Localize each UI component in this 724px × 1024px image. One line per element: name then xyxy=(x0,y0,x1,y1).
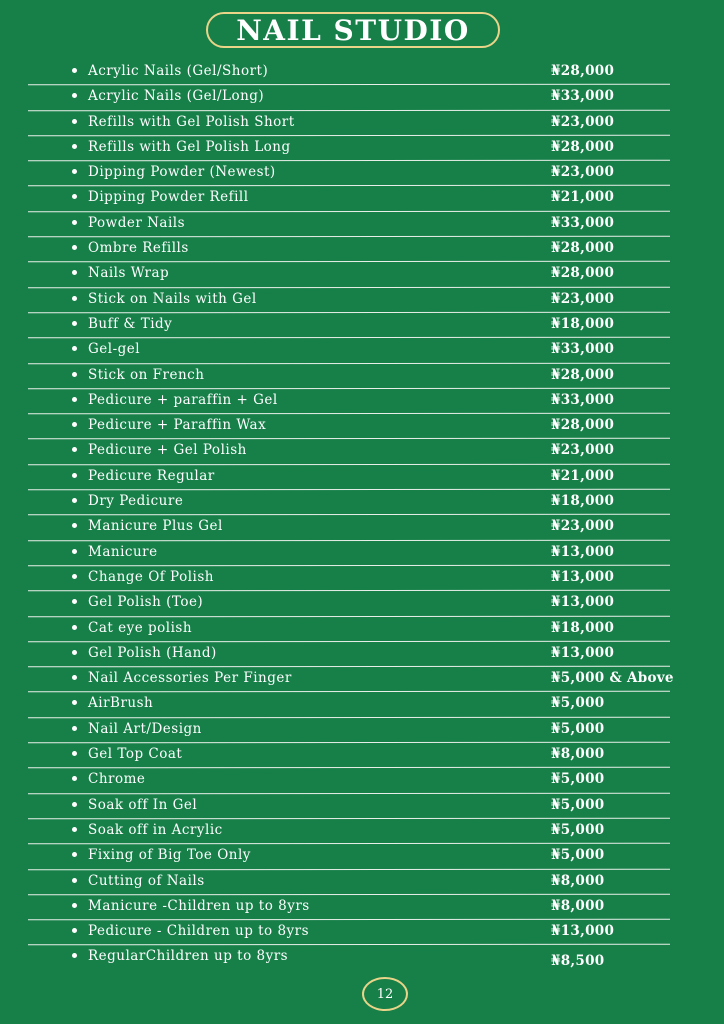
list-item xyxy=(0,667,724,692)
service-price: ₦23,000 xyxy=(551,290,615,307)
service-price: ₦28,000 xyxy=(551,265,615,282)
service-price: ₦23,000 xyxy=(551,442,615,459)
service-price: ₦5,000 xyxy=(551,720,605,737)
bullet-icon xyxy=(72,700,77,705)
bullet-icon xyxy=(72,726,77,731)
service-price: ₦23,000 xyxy=(551,164,615,181)
service-name: Soak off in Acrylic xyxy=(88,821,223,838)
service-name: Manicure xyxy=(88,543,158,560)
list-item xyxy=(0,262,724,287)
service-price: ₦18,000 xyxy=(551,493,615,510)
service-name: Pedicure Regular xyxy=(88,467,215,484)
bullet-icon xyxy=(72,878,77,883)
service-name: Powder Nails xyxy=(88,214,186,231)
service-price: ₦5,000 xyxy=(551,847,605,864)
list-item xyxy=(0,642,724,667)
service-name: Acrylic Nails (Gel/Short) xyxy=(88,63,269,79)
list-item xyxy=(0,313,724,338)
bullet-icon xyxy=(72,321,77,326)
bullet-icon xyxy=(72,245,77,250)
service-price: ₦5,000 xyxy=(551,771,605,788)
bullet-icon xyxy=(72,599,77,604)
list-item xyxy=(0,920,724,945)
service-name: Buff & Tidy xyxy=(88,315,173,332)
service-name: Gel Top Coat xyxy=(88,746,183,763)
service-price: ₦21,000 xyxy=(551,467,615,484)
service-price: ₦8,000 xyxy=(551,746,605,763)
service-price: ₦8,000 xyxy=(551,872,605,889)
bullet-icon xyxy=(72,220,77,225)
list-item xyxy=(0,870,724,895)
service-name: Gel Polish (Hand) xyxy=(88,644,217,661)
list-item xyxy=(0,692,724,717)
list-item xyxy=(0,768,724,793)
bullet-icon xyxy=(72,650,77,655)
service-name: AirBrush xyxy=(88,695,154,712)
bullet-icon xyxy=(72,574,77,579)
bullet-icon xyxy=(72,93,77,98)
bullet-icon xyxy=(72,473,77,478)
service-name: Pedicure + paraffin + Gel xyxy=(88,391,278,408)
bullet-icon xyxy=(72,625,77,630)
bullet-icon xyxy=(72,802,77,807)
service-name: Chrome xyxy=(88,771,146,788)
bullet-icon xyxy=(72,144,77,149)
list-item xyxy=(0,111,724,136)
service-price: ₦5,000 xyxy=(551,796,605,813)
service-name: Manicure -Children up to 8yrs xyxy=(88,897,310,914)
bullet-icon xyxy=(72,675,77,680)
service-name: Soak off In Gel xyxy=(88,796,198,813)
bullet-icon xyxy=(72,194,77,199)
list-item xyxy=(0,794,724,819)
list-item xyxy=(0,743,724,768)
service-name: Cutting of Nails xyxy=(88,872,205,889)
list-item xyxy=(0,819,724,844)
service-name: Gel Polish (Toe) xyxy=(88,594,204,611)
bullet-icon xyxy=(72,296,77,301)
service-price: ₦33,000 xyxy=(551,391,615,408)
bullet-icon xyxy=(72,169,77,174)
service-name: Gel-gel xyxy=(88,341,141,358)
service-name: Dipping Powder Refill xyxy=(88,189,249,206)
service-price: ₦33,000 xyxy=(551,341,615,358)
bullet-icon xyxy=(72,903,77,908)
service-price: ₦13,000 xyxy=(551,594,615,611)
list-item xyxy=(0,895,724,920)
service-price: ₦33,000 xyxy=(551,88,615,105)
service-price: ₦5,000 xyxy=(551,821,605,838)
bullet-icon xyxy=(72,498,77,503)
service-name: Ombre Refills xyxy=(88,240,189,257)
list-item xyxy=(0,566,724,591)
service-price: ₦18,000 xyxy=(551,619,615,636)
bullet-icon xyxy=(72,397,77,402)
service-price: ₦13,000 xyxy=(551,543,615,560)
list-item xyxy=(0,541,724,566)
list-item xyxy=(0,237,724,262)
list-item xyxy=(0,414,724,439)
service-price: ₦8,000 xyxy=(551,897,605,914)
bullet-icon xyxy=(72,372,77,377)
list-item xyxy=(0,515,724,540)
list-item xyxy=(0,439,724,464)
price-list xyxy=(0,60,724,971)
service-name: RegularChildren up to 8yrs xyxy=(88,948,289,965)
list-item xyxy=(0,490,724,515)
service-price: ₦33,000 xyxy=(551,214,615,231)
bullet-icon xyxy=(72,270,77,275)
list-item xyxy=(0,161,724,186)
service-price: ₦8,500 xyxy=(551,953,605,970)
page-number-badge xyxy=(362,977,408,1011)
list-item xyxy=(0,186,724,211)
title-banner xyxy=(206,12,500,48)
service-price: ₦5,000 & Above xyxy=(551,670,674,687)
service-name: Refills with Gel Polish Long xyxy=(88,138,291,155)
bullet-icon xyxy=(72,776,77,781)
service-price: ₦28,000 xyxy=(551,366,615,383)
bullet-icon xyxy=(72,119,77,124)
bullet-icon xyxy=(72,928,77,933)
service-name: Nails Wrap xyxy=(88,265,170,282)
list-item xyxy=(0,844,724,869)
list-item xyxy=(0,364,724,389)
service-name: Stick on Nails with Gel xyxy=(88,290,257,307)
service-price: ₦28,000 xyxy=(551,240,615,257)
service-price: ₦13,000 xyxy=(551,923,615,940)
bullet-icon xyxy=(72,549,77,554)
service-name: Pedicure + Paraffin Wax xyxy=(88,417,267,434)
service-price: ₦13,000 xyxy=(551,568,615,585)
service-price: ₦28,000 xyxy=(551,63,615,79)
service-name: Cat eye polish xyxy=(88,619,193,636)
service-price: ₦18,000 xyxy=(551,315,615,332)
service-name: Manicure Plus Gel xyxy=(88,518,223,535)
bullet-icon xyxy=(72,953,77,958)
list-item xyxy=(0,60,724,85)
list-item xyxy=(0,338,724,363)
service-name: Fixing of Big Toe Only xyxy=(88,847,251,864)
service-price: ₦23,000 xyxy=(551,113,615,130)
bullet-icon xyxy=(72,422,77,427)
service-price: ₦5,000 xyxy=(551,695,605,712)
list-item xyxy=(0,212,724,237)
service-price: ₦28,000 xyxy=(551,417,615,434)
service-price: ₦23,000 xyxy=(551,518,615,535)
service-name: Nail Accessories Per Finger xyxy=(88,670,292,687)
page-title: NAIL STUDIO xyxy=(236,13,470,47)
service-name: Change Of Polish xyxy=(88,568,214,585)
service-name: Dry Pedicure xyxy=(88,493,184,510)
service-name: Pedicure + Gel Polish xyxy=(88,442,247,459)
list-item xyxy=(0,85,724,110)
service-name: Refills with Gel Polish Short xyxy=(88,113,295,130)
service-name: Dipping Powder (Newest) xyxy=(88,164,276,181)
service-name: Pedicure - Children up to 8yrs xyxy=(88,923,310,940)
service-name: Acrylic Nails (Gel/Long) xyxy=(88,88,265,105)
list-item xyxy=(0,288,724,313)
list-item xyxy=(0,136,724,161)
bullet-icon xyxy=(72,852,77,857)
service-price: ₦21,000 xyxy=(551,189,615,206)
list-item xyxy=(0,591,724,616)
service-price: ₦28,000 xyxy=(551,138,615,155)
bullet-icon xyxy=(72,751,77,756)
service-price: ₦13,000 xyxy=(551,644,615,661)
bullet-icon xyxy=(72,827,77,832)
list-item xyxy=(0,465,724,490)
bullet-icon xyxy=(72,447,77,452)
bullet-icon xyxy=(72,346,77,351)
bullet-icon xyxy=(72,68,77,73)
page-number: 12 xyxy=(376,986,394,1002)
bullet-icon xyxy=(72,523,77,528)
list-item xyxy=(0,389,724,414)
list-item xyxy=(0,718,724,743)
list-item xyxy=(0,945,724,970)
list-item xyxy=(0,617,724,642)
service-name: Stick on French xyxy=(88,366,205,383)
service-name: Nail Art/Design xyxy=(88,720,202,737)
